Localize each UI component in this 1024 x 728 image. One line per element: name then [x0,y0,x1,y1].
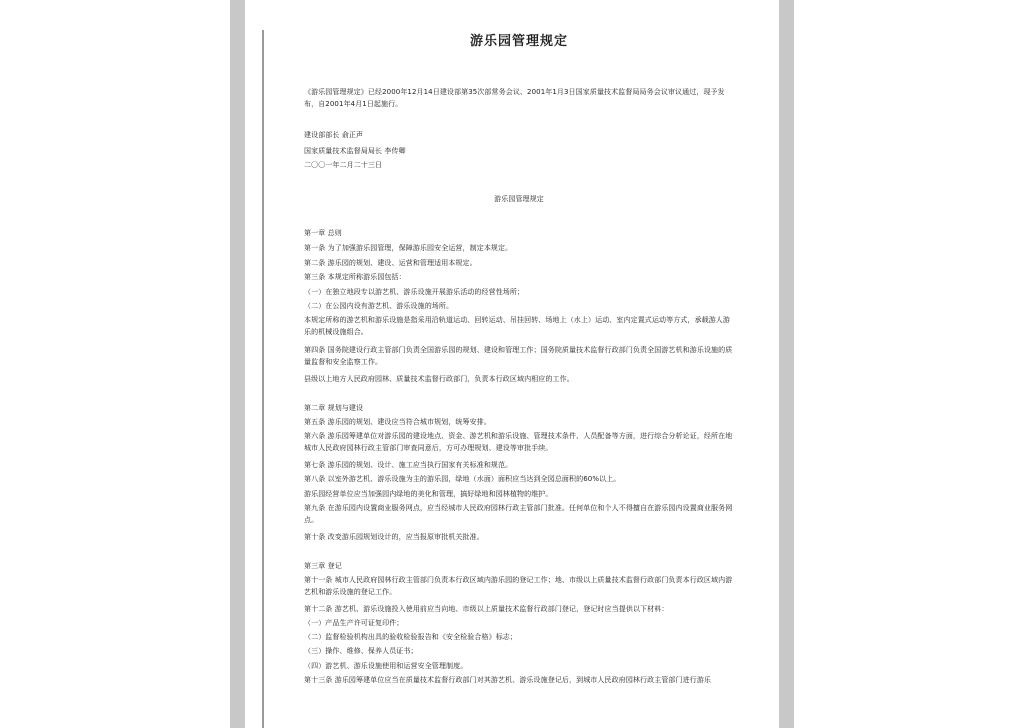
page-edge-line [262,30,264,728]
article-item: （二）监督检验机构出具的验收检验报告和《安全检验合格》标志； [304,633,517,641]
article-text: 第四条 国务院建设行政主管部门负责全国游乐园的规划、建设和管理工作；国务院质量技术监督行政部门负责全国游艺机和游乐设施的质量监督和安全监察工作。 [304,346,733,366]
viewer-gutter-right [779,0,794,728]
article-text: 第六条 游乐园筹建单位对游乐园的建设地点、资金、游艺机和游乐设施、管理技术条件、人员配备等方面，进行综合分析论证，经所在地城市人民政府园林行政主管部门审查同意后，方可办理规划、建设等审批手续。 [304,432,733,452]
article-text: 第十条 改变游乐园规划设计的，应当报原审批机关批准。 [304,533,484,541]
article-text: 第三条 本规定所称游乐园包括： [304,273,406,281]
article-item: （二）在公园内设有游艺机、游乐设施的场所。 [304,302,454,310]
article-text: 第十一条 城市人民政府园林行政主管部门负责本行政区域内游乐园的登记工作；地、市级以上质量技术监督行政部门负责本行政区域内游艺机和游乐设施的登记工作。 [304,576,733,596]
article-item: （一）产品生产许可证复印件； [304,619,404,627]
chapter-heading: 第二章 规划与建设 [304,404,364,412]
chapter-heading: 第三章 登记 [304,562,342,570]
chapter-heading: 第一章 总则 [304,229,342,237]
article-item: （一）在独立地段专以游艺机、游乐设施开展游乐活动的经营性场所； [304,288,525,296]
article-text: 第七条 游乐园的规划、设计、施工应当执行国家有关标准和规范。 [304,461,513,469]
article-text: 第一条 为了加强游乐园管理，保障游乐园安全运营，制定本规定。 [304,244,513,252]
article-text: 第五条 游乐园的规划、建设应当符合城市规划，统筹安排。 [304,418,491,426]
article-text: 第八条 以室外游艺机、游乐设施为主的游乐园，绿地（水面）面积应当达到全园总面积的60%以上。 [304,475,621,483]
viewer-gutter-left [230,0,245,728]
signature-minister-construction: 建设部部长 俞正声 [304,131,364,139]
article-text: 县级以上地方人民政府园林、质量技术监督行政部门，负责本行政区域内相应的工作。 [304,375,574,383]
article-text: 第十二条 游艺机、游乐设施投入使用前应当向地、市级以上质量技术监督行政部门登记，登记时应当提供以下材料： [304,605,669,613]
article-text: 第二条 游乐园的规划、建设、运营和管理适用本规定。 [304,259,477,267]
article-text: 第九条 在游乐园内设置商业服务网点，应当经城市人民政府园林行政主管部门批准。任何单位和个人不得擅自在游乐园内设置商业服务网点。 [304,504,733,524]
preamble-paragraph: 《游乐园管理规定》已经2000年12月14日建设部第35次部常务会议、2001年1月3日国家质量技术监督局局务会议审议通过，现予发布，自2001年4月1日起施行。 [304,88,725,108]
article-text: 游乐园经营单位应当加强园内绿地的美化和管理，搞好绿地和园林植物的维护。 [304,490,553,498]
article-item: （四）游艺机、游乐设施使用和运营安全管理制度。 [304,662,468,670]
inner-title: 游乐园管理规定 [494,195,544,203]
article-item: （三）操作、维修、保养人员证书； [304,647,418,655]
signature-date: 二〇〇一年二月二十三日 [304,161,383,169]
signature-minister-quality: 国家质量技术监督局局长 李传卿 [304,147,406,155]
article-text: 本规定所称的游艺机和游乐设施是指采用沿轨道运动、回转运动、吊挂回转、场地上（水上）运动、室内定置式运动等方式，承载游人游乐的机械设施组合。 [304,316,730,336]
article-text: 第十三条 游乐园筹建单位应当在质量技术监督行政部门对其游艺机、游乐设施登记后，到城市人民政府园林行政主管部门进行游乐 [304,676,712,684]
document-title: 游乐园管理规定 [469,34,568,49]
document-page[interactable] [245,0,779,728]
